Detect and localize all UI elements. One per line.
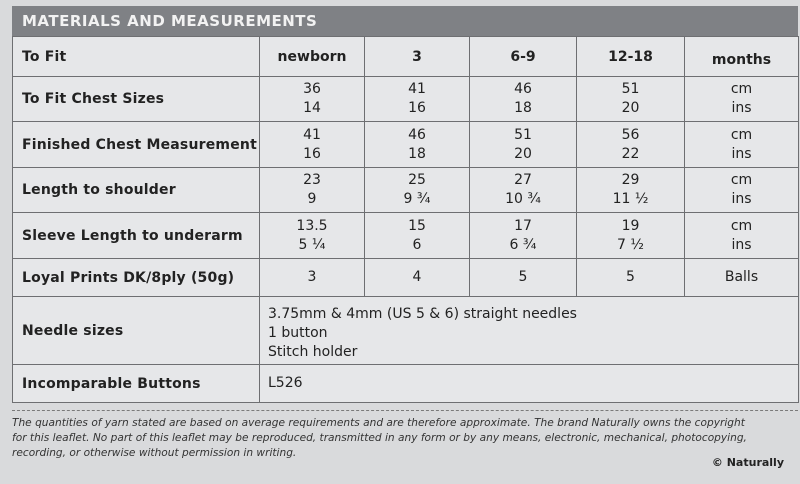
value-cell: 36 14 xyxy=(260,77,365,122)
size-6-9: 6-9 xyxy=(470,37,577,77)
value-cell: 19 7 ½ xyxy=(577,213,685,259)
needle-line: 3.75mm & 4mm (US 5 & 6) straight needles xyxy=(268,306,577,322)
value-cell: 5 xyxy=(470,259,577,297)
value-cell: 23 9 xyxy=(260,168,365,213)
size-unit: months xyxy=(685,37,799,77)
row-label: Sleeve Length to underarm xyxy=(13,213,260,259)
disclaimer-line: The quantities of yarn stated are based on average requirements and are therefore approximate. The brand Naturally owns the copyright xyxy=(12,417,745,429)
row-label: Loyal Prints DK/8ply (50g) xyxy=(13,259,260,297)
value-cell: 41 16 xyxy=(365,77,470,122)
size-newborn: newborn xyxy=(260,37,365,77)
disclaimer-line: recording, or otherwise without permission in writing. xyxy=(12,447,297,459)
table-row-length-shoulder xyxy=(13,168,799,213)
table-row-to-fit xyxy=(13,37,799,77)
button-line: 1 button xyxy=(268,325,328,341)
value-cell: 27 10 ¾ xyxy=(470,168,577,213)
value-cell: 41 16 xyxy=(260,122,365,168)
dashed-divider xyxy=(12,410,798,411)
row-label: To Fit xyxy=(13,37,260,77)
value-cell: 5 xyxy=(577,259,685,297)
section-title: MATERIALS AND MEASUREMENTS xyxy=(22,12,318,30)
value-cell: 17 6 ¾ xyxy=(470,213,577,259)
unit-cell: cm ins xyxy=(685,122,799,168)
value-cell: 29 11 ½ xyxy=(577,168,685,213)
table-row-yarn xyxy=(13,259,799,297)
table-row-finished-chest xyxy=(13,122,799,168)
value-cell: 25 9 ¾ xyxy=(365,168,470,213)
row-label: Needle sizes xyxy=(13,297,260,365)
size-12-18: 12-18 xyxy=(577,37,685,77)
unit-cell: cm ins xyxy=(685,77,799,122)
row-label: Incomparable Buttons xyxy=(13,365,260,403)
value-cell: 51 20 xyxy=(470,122,577,168)
holder-line: Stitch holder xyxy=(268,344,358,360)
unit-cell: cm ins xyxy=(685,213,799,259)
table-row-sleeve-length xyxy=(13,213,799,259)
table-row-chest-sizes xyxy=(13,77,799,122)
table-row-needles xyxy=(13,297,799,365)
value-cell: 4 xyxy=(365,259,470,297)
buttons-cell: L526 xyxy=(260,365,799,403)
value-cell: 46 18 xyxy=(365,122,470,168)
value-cell: 15 6 xyxy=(365,213,470,259)
value-cell: 46 18 xyxy=(470,77,577,122)
needles-cell xyxy=(260,297,799,365)
footer-disclaimer xyxy=(12,416,784,461)
unit-cell: Balls xyxy=(685,259,799,297)
disclaimer-line: for this leaflet. No part of this leaflet may be reproduced, transmitted in any form or by any means, electronic, mechanical, photocopying, xyxy=(12,432,747,444)
size-3: 3 xyxy=(365,37,470,77)
value-cell: 3 xyxy=(260,259,365,297)
value-cell: 13.5 5 ¼ xyxy=(260,213,365,259)
measurements-table xyxy=(12,36,799,403)
unit-cell: cm ins xyxy=(685,168,799,213)
row-label: Finished Chest Measurement xyxy=(13,122,260,168)
table-row-buttons xyxy=(13,365,799,403)
value-cell: 56 22 xyxy=(577,122,685,168)
copyright-notice: © Naturally xyxy=(711,456,784,469)
section-header xyxy=(12,6,798,36)
value-cell: 51 20 xyxy=(577,77,685,122)
row-label: To Fit Chest Sizes xyxy=(13,77,260,122)
row-label: Length to shoulder xyxy=(13,168,260,213)
